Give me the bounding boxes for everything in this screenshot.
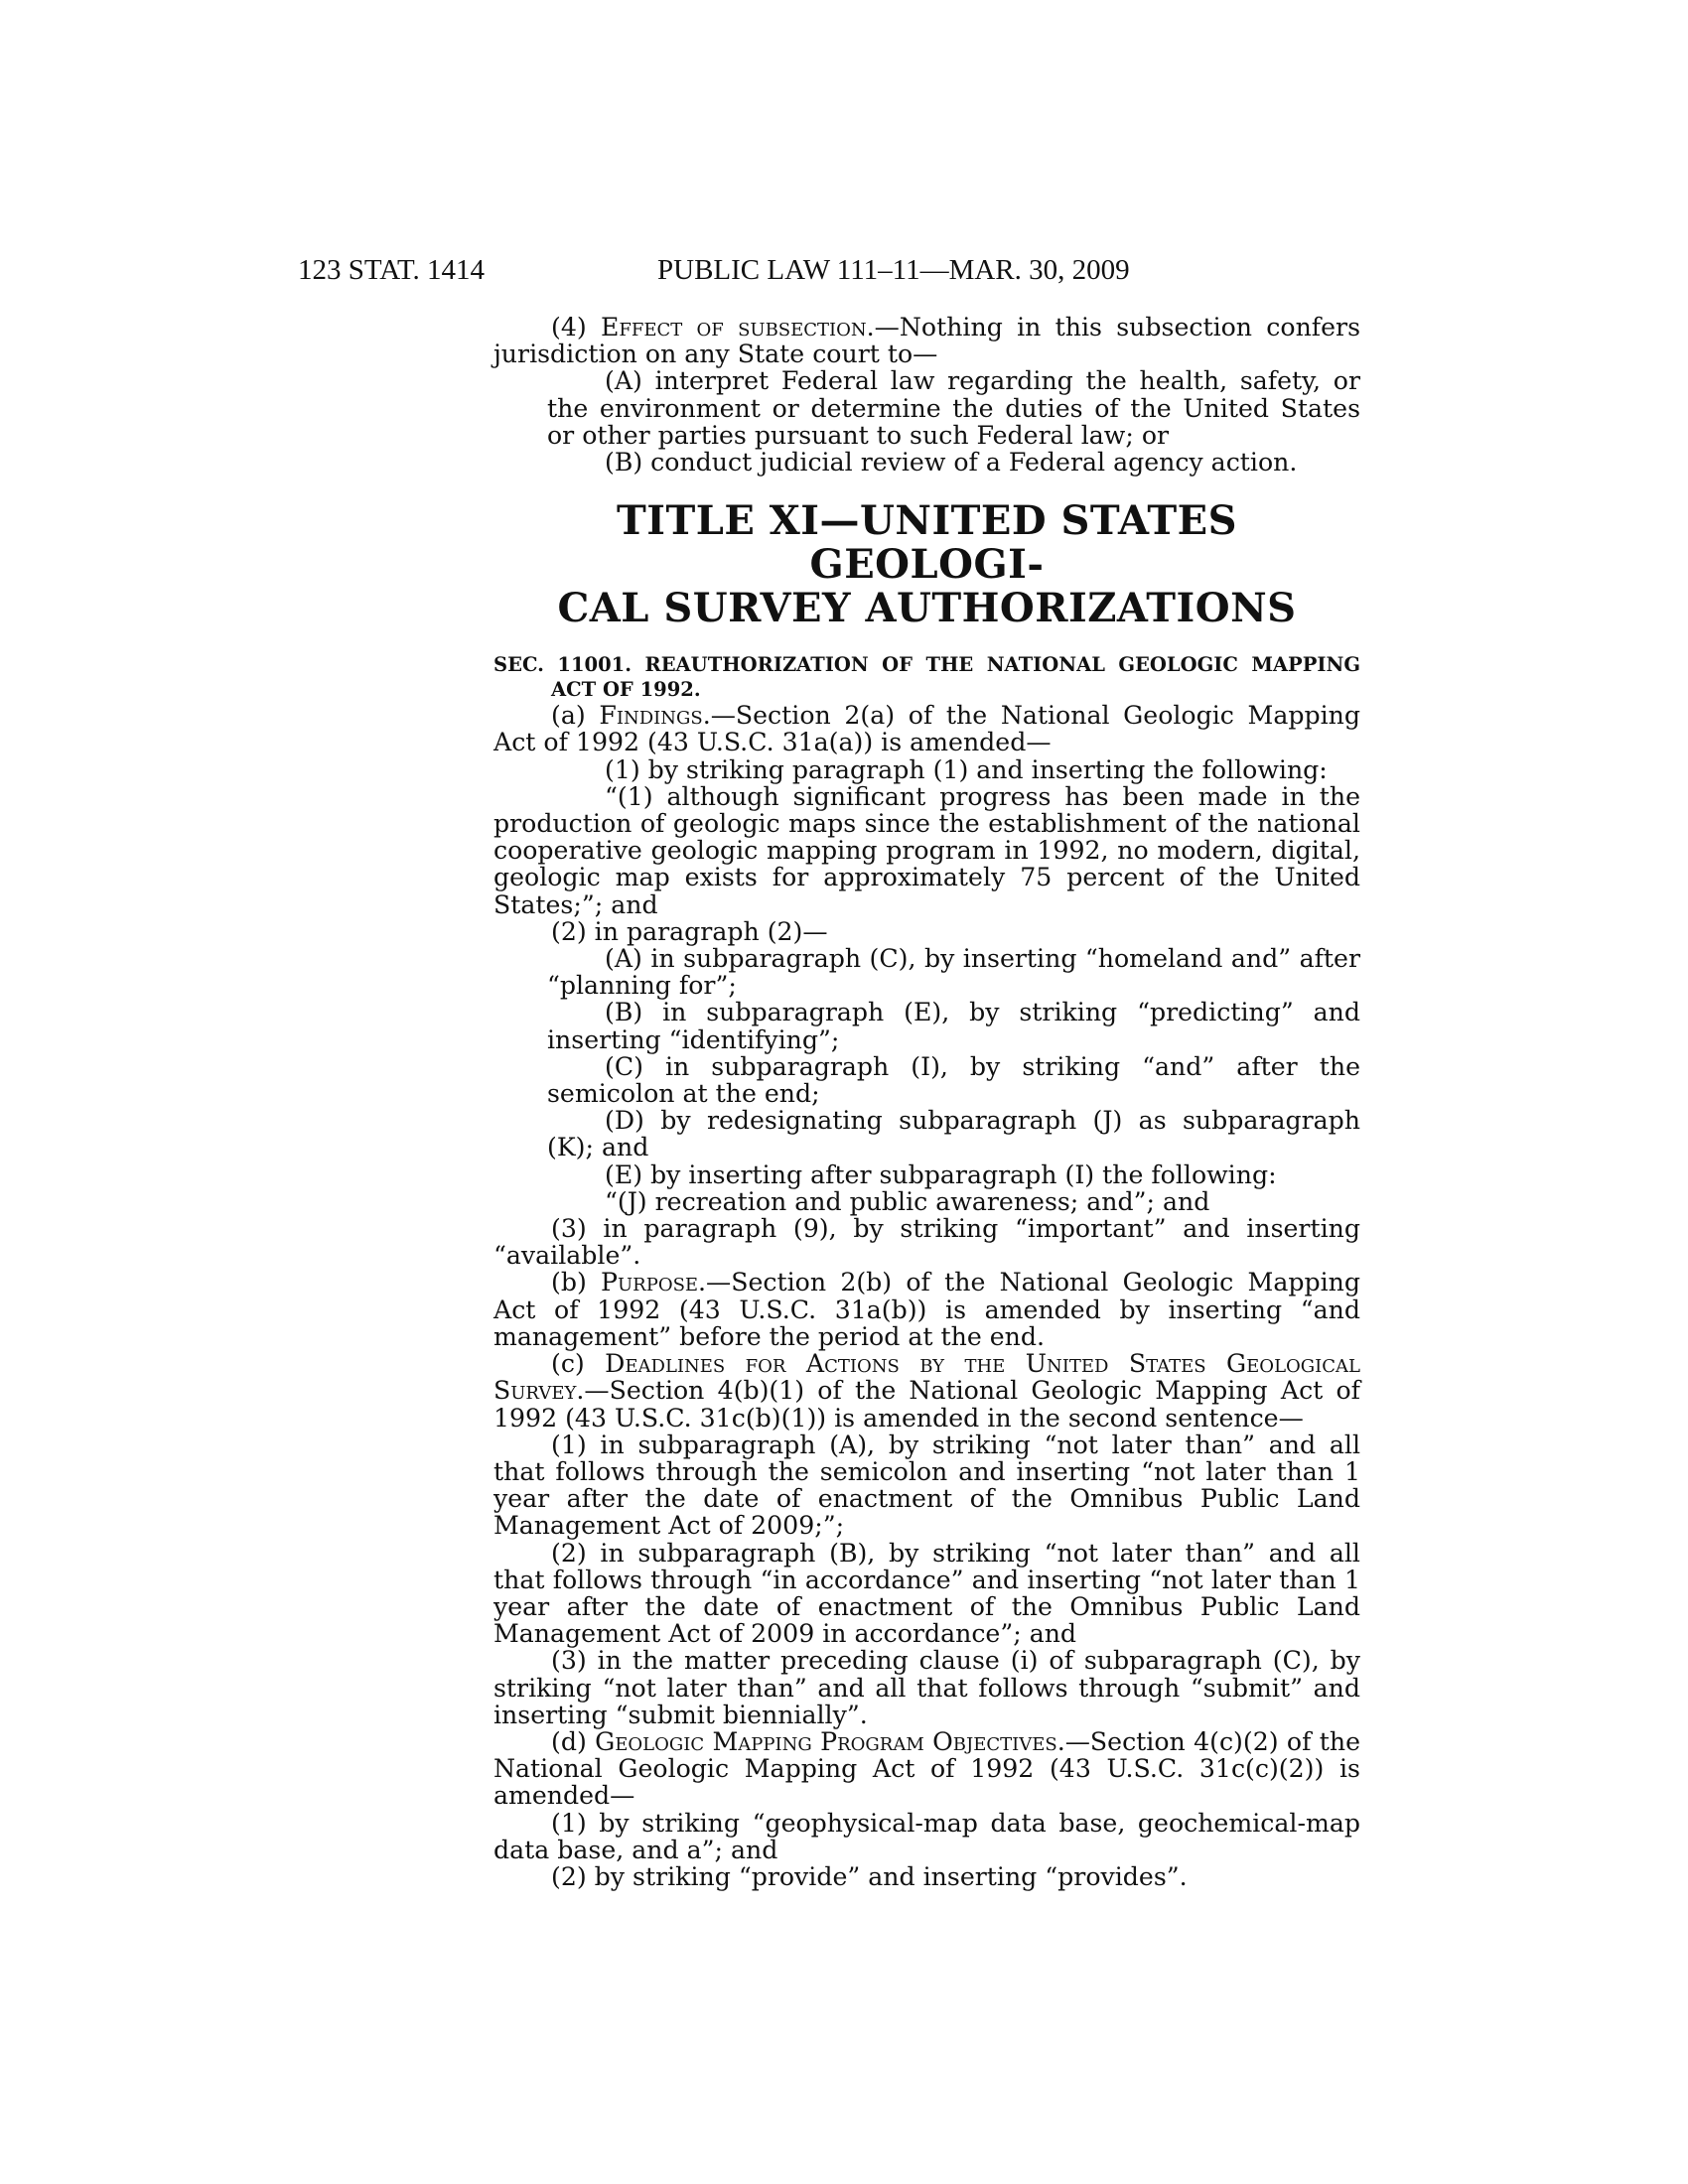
subsection-a-subparagraph-d: (D) by redesignating subparagraph (J) as subparagraph (K); and xyxy=(547,1106,1360,1162)
subsection-a-subparagraph-e: (E) by inserting after subparagraph (I) the following: xyxy=(605,1160,1277,1189)
subsection-a-paragraph-1: (1) by striking paragraph (1) and inserting the following: xyxy=(605,754,1328,784)
subsection-a-paragraph-2: (2) in paragraph (2)— xyxy=(551,916,828,946)
subsection-c-paragraph-3: (3) in the matter preceding clause (i) of subparagraph (C), by striking “not later than” and all that follows through “submit” and inserting “submit biennially”. xyxy=(493,1646,1360,1729)
public-law-citation: PUBLIC LAW 111–11—MAR. 30, 2009 xyxy=(657,254,1130,286)
title-heading xyxy=(493,499,1360,630)
subsection-a-subparagraph-a: (A) in subparagraph (C), by inserting “homeland and” after “planning for”; xyxy=(547,944,1360,1001)
subsection-a-quoted-text: “(1) although significant progress has been made in the production of geologic maps since the establishment of the national cooperative geologic mapping program in 1992, no modern, digital, geologic map exists for approximately 75 percent of the United States;”; and xyxy=(493,781,1360,919)
subparagraph-effect-a: (A) interpret Federal law regarding the health, safety, or the environment or determine the duties of the United States or other parties pursuant to such Federal law; or xyxy=(547,366,1360,450)
document-body xyxy=(493,314,1360,1890)
running-header xyxy=(0,254,1688,290)
section-heading: SEC. 11001. REAUTHORIZATION OF THE NATIONAL GEOLOGIC MAPPING ACT OF 1992. xyxy=(493,653,1360,702)
subsection-d-objectives: (d) Geologic Mapping Program Objectives.—Section 4(c)(2) of the National Geologic Mapping Act of 1992 (43 U.S.C. 31c(c)(2)) is amended— xyxy=(493,1726,1361,1811)
subsection-a-paragraph-3: (3) in paragraph (9), by striking “important” and inserting “available”. xyxy=(493,1214,1360,1271)
subsection-c-deadlines: (c) Deadlines for Actions by the United States Geological Survey.—Section 4(b)(1) of the National Geologic Mapping Act of 1992 (43 U.S.C. 31c(b)(1)) is amended in the second sentence— xyxy=(493,1349,1360,1433)
title-line-1: TITLE XI—UNITED STATES GEOLOGI- xyxy=(616,497,1237,589)
subsection-a-quoted-j: “(J) recreation and public awareness; and”; and xyxy=(605,1186,1210,1216)
subparagraph-effect-b: (B) conduct judicial review of a Federal agency action. xyxy=(605,448,1298,478)
subsection-c-paragraph-2: (2) in subparagraph (B), by striking “not later than” and all that follows through “in accordance” and inserting “not later than 1 year after the date of enactment of the Omnibus Public Land Management Act of 2009 in accordance”; and xyxy=(493,1538,1360,1649)
subsection-a-subparagraph-c: (C) in subparagraph (I), by striking “and” after the semicolon at the end; xyxy=(547,1051,1360,1109)
subsection-c-paragraph-1: (1) in subparagraph (A), by striking “not later than” and all that follows through the semicolon and inserting “not later than 1 year after the date of enactment of the Omnibus Public Land Management Act of 2009;”; xyxy=(493,1430,1360,1541)
subsection-a-findings: (a) Findings.—Section 2(a) of the National Geologic Mapping Act of 1992 (43 U.S.C. 31a(a)) is amended— xyxy=(493,701,1361,757)
title-line-2: CAL SURVEY AUTHORIZATIONS xyxy=(557,585,1297,632)
subsection-a-subparagraph-b: (B) in subparagraph (E), by striking “predicting” and inserting “identifying”; xyxy=(547,998,1360,1054)
statute-page-number: 123 STAT. 1414 xyxy=(298,254,486,286)
paragraph-effect-of-subsection: (4) Effect of subsection.—Nothing in this subsection confers jurisdiction on any State court to— xyxy=(493,313,1360,369)
subsection-b-purpose: (b) Purpose.—Section 2(b) of the National Geologic Mapping Act of 1992 (43 U.S.C. 31a(b)) is amended by inserting “and management” before the period at the end. xyxy=(493,1268,1360,1351)
subsection-d-paragraph-1: (1) by striking “geophysical-map data base, geochemical-map data base, and a”; and xyxy=(493,1808,1360,1864)
subsection-d-paragraph-2: (2) by striking “provide” and inserting “provides”. xyxy=(551,1861,1188,1891)
